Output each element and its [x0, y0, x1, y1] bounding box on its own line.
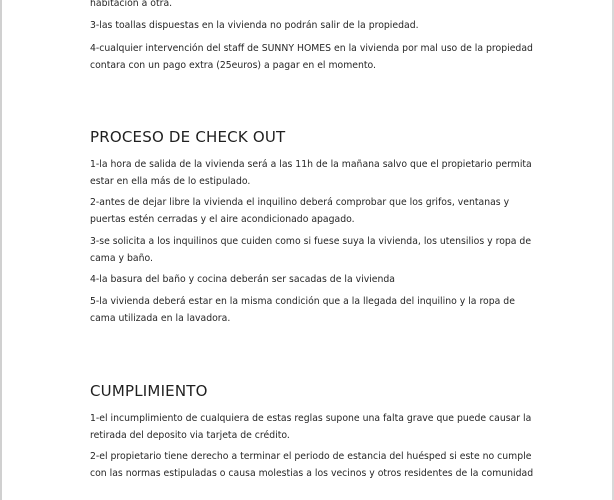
checkout-item: 5-la vivienda deberá estar en la misma condición que a la llegada del inquilino y la ropa de cama utilizada en la lavadora. [90, 296, 515, 324]
compliance-item: 2-el propietario tiene derecho a terminar el periodo de estancia del huésped si este no cumple con las normas estipuladas o causa molestias a los vecinos y otros residentes de la comunidad [90, 451, 534, 479]
checkout-item: 2-antes de dejar libre la vivienda el inquilino deberá comprobar que los grifos, ventanas y puertas estén cerradas y el aire acondicionado apagado. [90, 197, 510, 225]
checkout-item: 3-se solicita a los inquilinos que cuiden como si fuese suya la vivienda, los utensilios y ropa de cama y baño. [90, 236, 532, 264]
rule-item: 4-cualquier intervención del staff de SUNNY HOMES en la vivienda por mal uso de la propiedad contara con un pago extra (25euros) a pagar en el momento. [90, 43, 533, 71]
rule-item: 3-las toallas dispuestas en la vivienda no podrán salir de la propiedad. [90, 20, 419, 31]
compliance-item: 1-el incumplimiento de cualquiera de estas reglas supone una falta grave que puede causar la retirada del deposito via tarjeta de crédito. [90, 413, 532, 441]
page-left-edge [0, 0, 2, 500]
paragraph-fragment: habitacion a otra. [90, 0, 173, 9]
checkout-item: 4-la basura del baño y cocina deberán ser sacadas de la vivienda [90, 274, 395, 285]
section-heading-checkout: PROCESO DE CHECK OUT [90, 128, 286, 146]
checkout-item: 1-la hora de salida de la vivienda será a las 11h de la mañana salvo que el propietario permita estar en ella más de lo estipulado. [90, 159, 532, 187]
section-heading-cumplimiento: CUMPLIMIENTO [90, 382, 208, 400]
